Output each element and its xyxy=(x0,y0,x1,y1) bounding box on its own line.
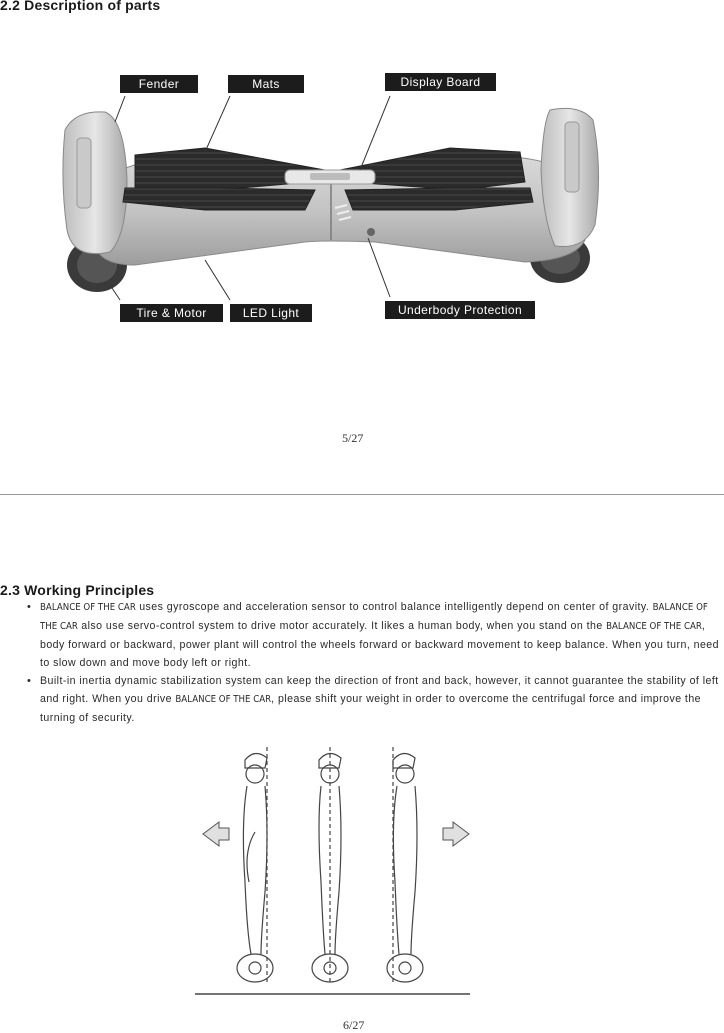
hoverboard-diagram xyxy=(55,60,615,320)
hoverboard-illustration xyxy=(55,60,615,320)
brand-name: BALANCE OF THE CAR xyxy=(175,694,272,705)
label-led-light: LED Light xyxy=(230,304,312,322)
bullet-item-1 xyxy=(22,598,722,672)
bullet-dot-icon: • xyxy=(27,601,32,613)
label-tire-motor: Tire & Motor xyxy=(120,304,223,322)
label-fender: Fender xyxy=(120,75,198,93)
label-underbody-protection: Underbody Protection xyxy=(385,301,535,319)
arrow-right-icon xyxy=(443,822,469,846)
riders-illustration xyxy=(185,742,485,1002)
bullet-dot-icon: • xyxy=(27,675,32,687)
bullet-text: , please shift your weight in order to overcome the centrifugal force and improve the turning of security. xyxy=(40,693,702,724)
balance-illustration xyxy=(185,742,485,1002)
arrow-left-icon xyxy=(203,822,229,846)
rider-upright xyxy=(312,747,348,982)
rider-leaning-right xyxy=(387,747,423,982)
bullet-text: Built-in inertia dynamic stabilization system can keep the direction of front and back, however, it cannot guarantee the stability of left and right. When you drive xyxy=(40,675,719,705)
brand-name: BALANCE OF THE CAR xyxy=(606,621,702,632)
label-display-board: Display Board xyxy=(385,73,496,91)
rider-leaning-left xyxy=(237,747,273,982)
bullet-text: uses gyroscope and acceleration sensor to control balance intelligently depend on center of gravity. xyxy=(135,601,653,613)
brand-name: BALANCE OF THE CAR xyxy=(40,602,708,632)
brand-name: BALANCE OF THE CAR xyxy=(40,602,136,613)
label-mats: Mats xyxy=(228,75,304,93)
page-divider xyxy=(0,494,724,495)
bullet-text: , body forward or backward, power plant will control the wheels forward or backward movement to keep balance. When you turn, need to slow down and move body left or right. xyxy=(40,620,719,669)
bullet-item-2 xyxy=(22,672,722,727)
bullet-text: also use servo-control system to drive motor accurately. It likes a human body, when you stand on the xyxy=(77,620,607,632)
section-heading-description-of-parts: 2.2 Description of parts xyxy=(0,0,161,13)
page-number-5: 5/27 xyxy=(342,431,364,445)
section-heading-working-principles: 2.3 Working Principles xyxy=(0,582,155,598)
page-number-6: 6/27 xyxy=(343,1018,365,1032)
principles-bullet-list xyxy=(22,598,722,727)
left-fender xyxy=(63,112,127,254)
